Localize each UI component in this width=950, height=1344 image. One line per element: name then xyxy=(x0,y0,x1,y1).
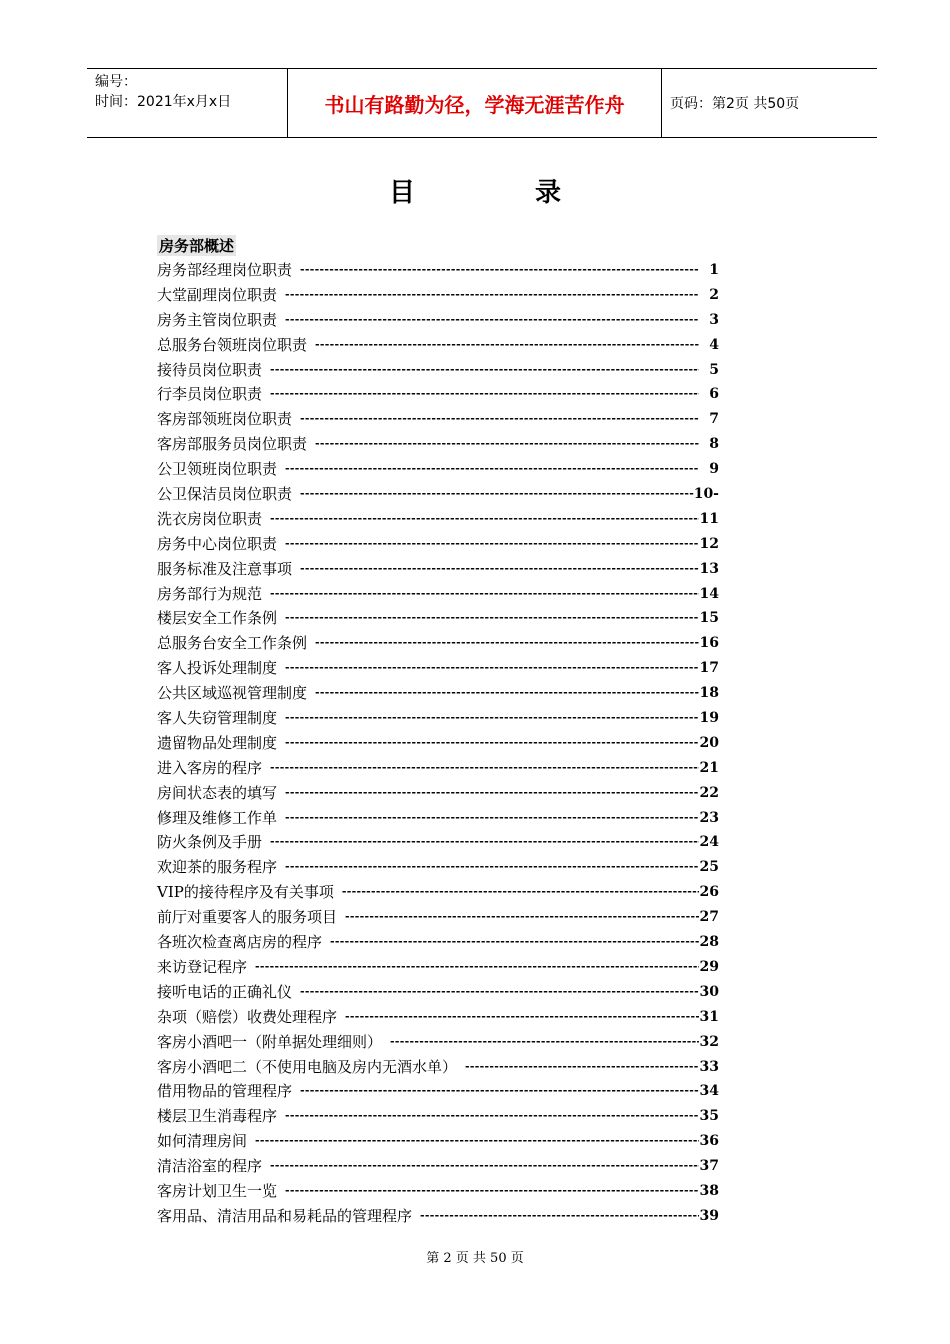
toc-entry-page: 35 xyxy=(699,1108,719,1125)
toc-entry-title: 修理及维修工作单 xyxy=(157,808,278,827)
toc-entry[interactable] xyxy=(157,955,719,980)
toc-entry[interactable] xyxy=(157,1204,719,1229)
toc-entry-title: 清洁浴室的程序 xyxy=(157,1157,263,1176)
header-motto: 书山有路勤为径，学海无涯苦作舟 xyxy=(288,69,662,137)
toc-entry-title: 来访登记程序 xyxy=(157,957,248,976)
toc-entry-title: 客房部领班岗位职责 xyxy=(157,410,293,429)
toc-entry-page: 27 xyxy=(699,909,719,926)
toc-dot-leader xyxy=(315,333,699,358)
number-label: 编号： xyxy=(95,74,137,90)
toc-dot-leader xyxy=(315,432,699,457)
toc-entry-title: 客人失窃管理制度 xyxy=(157,709,278,728)
toc-entry-page: 26 xyxy=(699,884,719,901)
toc-entry-page: 31 xyxy=(699,1008,719,1025)
toc-entry[interactable] xyxy=(157,1005,719,1030)
toc-entry-page: 34 xyxy=(699,1083,719,1100)
toc-entry-title: 防火条例及手册 xyxy=(157,833,263,852)
toc-entry-page: 36 xyxy=(699,1133,719,1150)
toc-entry-page: 25 xyxy=(699,859,719,876)
page-footer: 第 2 页 共 50 页 xyxy=(426,1251,524,1266)
toc-entry[interactable] xyxy=(157,382,719,407)
toc-entry-page: 29 xyxy=(699,958,719,975)
toc-entry-title: 洗衣房岗位职责 xyxy=(157,509,263,528)
toc-entry-title: 客房部服务员岗位职责 xyxy=(157,435,308,454)
toc-entry-page: 20 xyxy=(699,734,719,751)
section-heading: 房务部概述 xyxy=(159,237,235,255)
toc-entry-page: 10- xyxy=(693,486,719,503)
toc-title: 目录 xyxy=(388,178,681,208)
toc-dot-leader xyxy=(330,930,699,955)
time-label: 时间：2021年x月x日 xyxy=(95,94,232,110)
toc-entry-title: 欢迎茶的服务程序 xyxy=(157,858,278,877)
toc-dot-leader xyxy=(285,532,699,557)
toc-dot-leader xyxy=(255,955,699,980)
toc-entry-title: 客房小酒吧一（附单据处理细则） xyxy=(157,1032,383,1051)
toc-dot-leader xyxy=(285,283,699,308)
toc-entry[interactable] xyxy=(157,830,719,855)
toc-dot-leader xyxy=(300,557,699,582)
toc-dot-leader xyxy=(345,905,699,930)
toc-dot-leader xyxy=(270,1154,699,1179)
toc-entry-page: 13 xyxy=(699,560,719,577)
toc-entry[interactable] xyxy=(157,1055,719,1080)
toc-dot-leader xyxy=(342,880,699,905)
toc-entry[interactable] xyxy=(157,681,719,706)
toc-dot-leader xyxy=(285,781,699,806)
toc-entry-title: 房务主管岗位职责 xyxy=(157,310,278,329)
toc-dot-leader xyxy=(270,756,699,781)
toc-entry-title: 进入客房的程序 xyxy=(157,758,263,777)
toc-entry-title: 杂项（赔偿）收费处理程序 xyxy=(157,1007,338,1026)
toc-entry[interactable] xyxy=(157,557,719,582)
table-of-contents xyxy=(157,258,719,1229)
toc-entry-title: 房务部行为规范 xyxy=(157,584,263,603)
toc-entry[interactable] xyxy=(157,258,719,283)
toc-entry-page: 16 xyxy=(699,635,719,652)
toc-dot-leader xyxy=(300,1079,699,1104)
header-left-cell xyxy=(87,69,288,137)
toc-entry[interactable] xyxy=(157,855,719,880)
toc-dot-leader xyxy=(270,830,699,855)
toc-entry-title: 楼层卫生消毒程序 xyxy=(157,1107,278,1126)
toc-entry-title: 接听电话的正确礼仪 xyxy=(157,982,293,1001)
toc-dot-leader xyxy=(465,1055,699,1080)
toc-dot-leader xyxy=(300,980,699,1005)
toc-entry[interactable] xyxy=(157,980,719,1005)
toc-entry[interactable] xyxy=(157,806,719,831)
toc-entry[interactable] xyxy=(157,507,719,532)
toc-entry-title: 公卫领班岗位职责 xyxy=(157,460,278,479)
toc-entry-title: 公共区域巡视管理制度 xyxy=(157,684,308,703)
toc-entry-page: 8 xyxy=(709,436,719,453)
toc-entry[interactable] xyxy=(157,1104,719,1129)
toc-entry-page: 17 xyxy=(699,660,719,677)
toc-entry-title: VIP的接待程序及有关事项 xyxy=(157,883,334,902)
toc-entry-title: 客房小酒吧二（不使用电脑及房内无酒水单） xyxy=(157,1057,458,1076)
toc-entry-page: 12 xyxy=(699,535,719,552)
toc-entry-title: 客房计划卫生一览 xyxy=(157,1181,278,1200)
toc-entry-title: 房间状态表的填写 xyxy=(157,783,278,802)
toc-entry-title: 楼层安全工作条例 xyxy=(157,609,278,628)
toc-entry-page: 6 xyxy=(709,386,719,403)
toc-entry-title: 客用品、清洁用品和易耗品的管理程序 xyxy=(157,1206,413,1225)
toc-entry[interactable] xyxy=(157,756,719,781)
toc-entry[interactable] xyxy=(157,731,719,756)
toc-entry-page: 38 xyxy=(699,1182,719,1199)
toc-entry-page: 9 xyxy=(709,461,719,478)
toc-dot-leader xyxy=(270,358,699,383)
toc-entry-page: 1 xyxy=(709,262,719,278)
toc-entry-title: 房务中心岗位职责 xyxy=(157,534,278,553)
toc-entry[interactable] xyxy=(157,482,719,507)
toc-dot-leader xyxy=(255,1129,699,1154)
toc-dot-leader xyxy=(285,656,699,681)
toc-dot-leader xyxy=(285,1104,699,1129)
toc-entry[interactable] xyxy=(157,706,719,731)
toc-entry-title: 总服务台安全工作条例 xyxy=(157,634,308,653)
toc-entry[interactable] xyxy=(157,1129,719,1154)
page-header xyxy=(87,68,877,138)
toc-entry-page: 39 xyxy=(699,1207,719,1224)
toc-entry-page: 4 xyxy=(709,336,719,353)
toc-entry-title: 房务部经理岗位职责 xyxy=(157,261,293,279)
toc-entry-title: 公卫保洁员岗位职责 xyxy=(157,485,293,504)
toc-entry-page: 33 xyxy=(699,1058,719,1075)
toc-dot-leader xyxy=(285,855,699,880)
toc-entry[interactable] xyxy=(157,308,719,333)
toc-dot-leader xyxy=(390,1030,699,1055)
toc-entry-title: 各班次检查离店房的程序 xyxy=(157,933,323,952)
toc-dot-leader xyxy=(285,731,699,756)
toc-entry-title: 借用物品的管理程序 xyxy=(157,1082,293,1101)
toc-dot-leader xyxy=(270,507,699,532)
toc-entry-page: 22 xyxy=(699,784,719,801)
toc-entry[interactable] xyxy=(157,532,719,557)
toc-entry-page: 14 xyxy=(699,585,719,602)
toc-entry-page: 37 xyxy=(699,1158,719,1175)
toc-dot-leader xyxy=(285,457,699,482)
toc-dot-leader xyxy=(270,582,699,607)
toc-entry-title: 总服务台领班岗位职责 xyxy=(157,335,308,354)
toc-entry-page: 11 xyxy=(699,510,719,527)
toc-entry-title: 客人投诉处理制度 xyxy=(157,659,278,678)
toc-entry[interactable] xyxy=(157,1179,719,1204)
toc-entry[interactable] xyxy=(157,358,719,383)
toc-entry[interactable] xyxy=(157,432,719,457)
toc-entry[interactable] xyxy=(157,631,719,656)
toc-entry-page: 30 xyxy=(699,983,719,1000)
toc-dot-leader xyxy=(285,1179,699,1204)
toc-dot-leader xyxy=(285,706,699,731)
toc-dot-leader xyxy=(300,258,699,283)
toc-entry[interactable] xyxy=(157,407,719,432)
toc-entry[interactable] xyxy=(157,582,719,607)
toc-dot-leader xyxy=(300,482,694,507)
toc-entry-page: 21 xyxy=(699,759,719,776)
toc-entry[interactable] xyxy=(157,606,719,631)
toc-dot-leader xyxy=(285,308,699,333)
toc-entry-page: 24 xyxy=(699,834,719,851)
toc-entry-page: 18 xyxy=(699,685,719,702)
toc-entry[interactable] xyxy=(157,1079,719,1104)
toc-dot-leader xyxy=(315,681,699,706)
toc-entry-page: 23 xyxy=(699,809,719,826)
toc-entry-page: 7 xyxy=(709,411,719,428)
toc-dot-leader xyxy=(285,806,699,831)
toc-dot-leader xyxy=(285,606,699,631)
toc-entry[interactable] xyxy=(157,905,719,930)
toc-entry-page: 2 xyxy=(709,286,719,303)
toc-entry-page: 32 xyxy=(699,1033,719,1050)
toc-entry[interactable] xyxy=(157,1154,719,1179)
toc-entry-page: 15 xyxy=(699,610,719,627)
header-page-info: 页码：第2页 共50页 xyxy=(670,96,800,112)
toc-entry-page: 28 xyxy=(699,934,719,951)
toc-entry[interactable] xyxy=(157,880,719,905)
toc-entry[interactable] xyxy=(157,656,719,681)
toc-dot-leader xyxy=(420,1204,699,1229)
toc-entry[interactable] xyxy=(157,283,719,308)
toc-entry[interactable] xyxy=(157,457,719,482)
toc-dot-leader xyxy=(315,631,699,656)
toc-entry-title: 前厅对重要客人的服务项目 xyxy=(157,908,338,927)
toc-entry-page: 3 xyxy=(709,311,719,328)
toc-entry-page: 5 xyxy=(709,361,719,378)
toc-dot-leader xyxy=(345,1005,699,1030)
toc-entry[interactable] xyxy=(157,1030,719,1055)
toc-entry[interactable] xyxy=(157,781,719,806)
toc-entry-title: 接待员岗位职责 xyxy=(157,360,263,379)
toc-entry-title: 遗留物品处理制度 xyxy=(157,733,278,752)
toc-entry-title: 行李员岗位职责 xyxy=(157,385,263,404)
toc-entry-title: 大堂副理岗位职责 xyxy=(157,285,278,304)
toc-dot-leader xyxy=(300,407,699,432)
toc-entry-title: 服务标准及注意事项 xyxy=(157,559,293,578)
toc-entry-page: 19 xyxy=(699,710,719,727)
toc-entry-title: 如何清理房间 xyxy=(157,1132,248,1151)
toc-entry[interactable] xyxy=(157,930,719,955)
toc-entry[interactable] xyxy=(157,333,719,358)
toc-dot-leader xyxy=(270,382,699,407)
